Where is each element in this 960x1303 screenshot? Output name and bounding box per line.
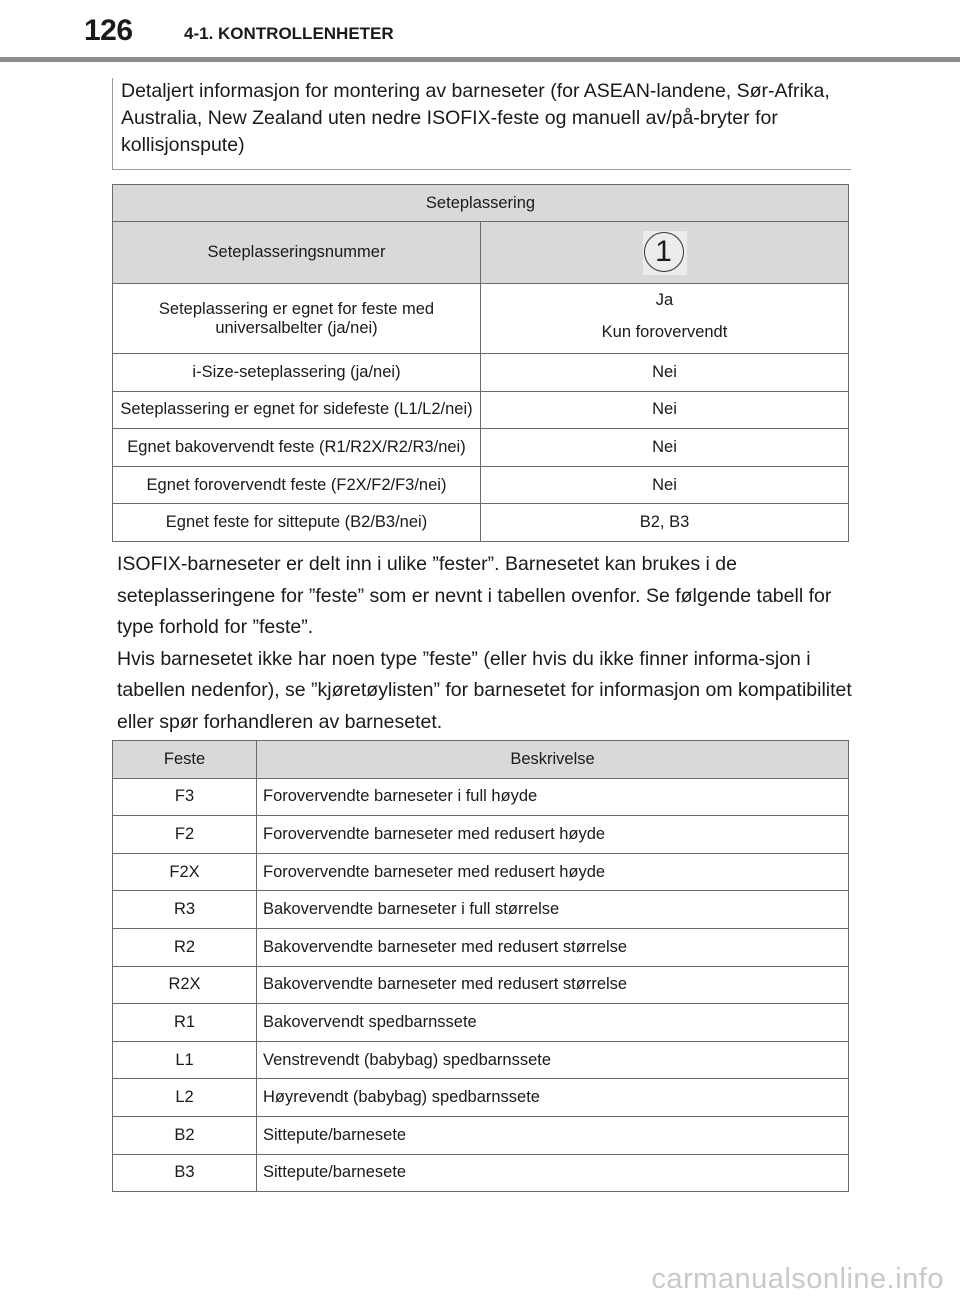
fixture-description: Bakovervendte barneseter i full størrelse [257,891,849,929]
fixture-description: Sittepute/barnesete [257,1116,849,1154]
body-paragraph: ISOFIX-barneseter er delt inn i ulike ”fester”. Barnesetet kan brukes i de seteplasseringene for ”feste” som er nevnt i tabellen ovenfor. Se følgende tabell for type forhold for ”feste”. [117,553,832,638]
fixture-code: L2 [113,1079,257,1117]
table-row [113,853,849,891]
seat-row-value-line: Kun forovervendt [601,323,728,341]
fixture-table [112,740,849,1192]
seat-position-table [112,184,849,542]
seat-row-label: Egnet forovervendt feste (F2X/F2/F3/nei) [113,466,481,504]
description-col-header: Beskrivelse [257,741,849,779]
seat-row-value-line: Ja [655,291,674,309]
table-row [113,1004,849,1042]
seat-row-value: Nei [481,466,849,504]
fixture-code: B2 [113,1116,257,1154]
fixture-description: Sittepute/barnesete [257,1154,849,1192]
fixture-description: Bakovervendte barneseter med redusert størrelse [257,928,849,966]
fixture-description: Forovervendte barneseter med redusert høyde [257,816,849,854]
table-row [113,891,849,929]
table-row [113,928,849,966]
fixture-description: Bakovervendt spedbarnssete [257,1004,849,1042]
seat-number-badge [643,231,687,275]
fixture-description: Bakovervendte barneseter med redusert størrelse [257,966,849,1004]
fixture-code: R2 [113,928,257,966]
table-row [113,778,849,816]
table-row [113,1041,849,1079]
seat-row-value [481,284,849,354]
seat-row-label: Seteplassering er egnet for sidefeste (L1/L2/nei) [113,391,481,429]
section-title: 4-1. KONTROLLENHETER [184,24,394,43]
fixture-code: L1 [113,1041,257,1079]
header-rule [0,57,960,62]
seat-row-value: Nei [481,391,849,429]
table-row [113,966,849,1004]
fixture-description: Forovervendte barneseter med redusert høyde [257,853,849,891]
fixture-col-header: Feste [113,741,257,779]
seat-row-value: Nei [481,354,849,392]
seat-table-header: Seteplassering [113,185,849,222]
seat-row-value: Nei [481,429,849,467]
table-row [113,1079,849,1117]
fixture-code: R1 [113,1004,257,1042]
seat-row-label: Seteplassering er egnet for feste med universalbelter (ja/nei) [113,284,481,354]
fixture-description: Forovervendte barneseter i full høyde [257,778,849,816]
table-row [113,1116,849,1154]
watermark: carmanualsonline.info [651,1263,944,1295]
fixture-description: Venstrevendt (babybag) spedbarnssete [257,1041,849,1079]
info-box: Detaljert informasjon for montering av barneseter (for ASEAN-landene, Sør-Afrika, Australia, New Zealand uten nedre ISOFIX-feste og manuell av/på-bryter for kollisjonspute) [112,78,851,170]
fixture-code: R3 [113,891,257,929]
body-text [117,549,857,738]
fixture-code: B3 [113,1154,257,1192]
seat-row-label: i-Size-seteplassering (ja/nei) [113,354,481,392]
seat-number-value: 1 [644,232,684,272]
seat-number-cell [481,222,849,284]
fixture-code: F2 [113,816,257,854]
body-paragraph: Hvis barnesetet ikke har noen type ”feste” (eller hvis du ikke finner informa-sjon i tabellen nedenfor), se ”kjøretøylisten” for barnesetet for informasjon om kompatibilitet eller spør forhandleren av barnesetet. [117,647,852,733]
fixture-description: Høyrevendt (babybag) spedbarnssete [257,1079,849,1117]
seat-row-value: B2, B3 [481,504,849,542]
seat-row-label: Egnet bakovervendt feste (R1/R2X/R2/R3/nei) [113,429,481,467]
page-number: 126 [84,14,133,47]
seat-number-label: Seteplasseringsnummer [113,222,481,284]
table-row [113,1154,849,1192]
fixture-code: F3 [113,778,257,816]
table-row [113,816,849,854]
seat-row-label: Egnet feste for sittepute (B2/B3/nei) [113,504,481,542]
fixture-code: R2X [113,966,257,1004]
fixture-code: F2X [113,853,257,891]
